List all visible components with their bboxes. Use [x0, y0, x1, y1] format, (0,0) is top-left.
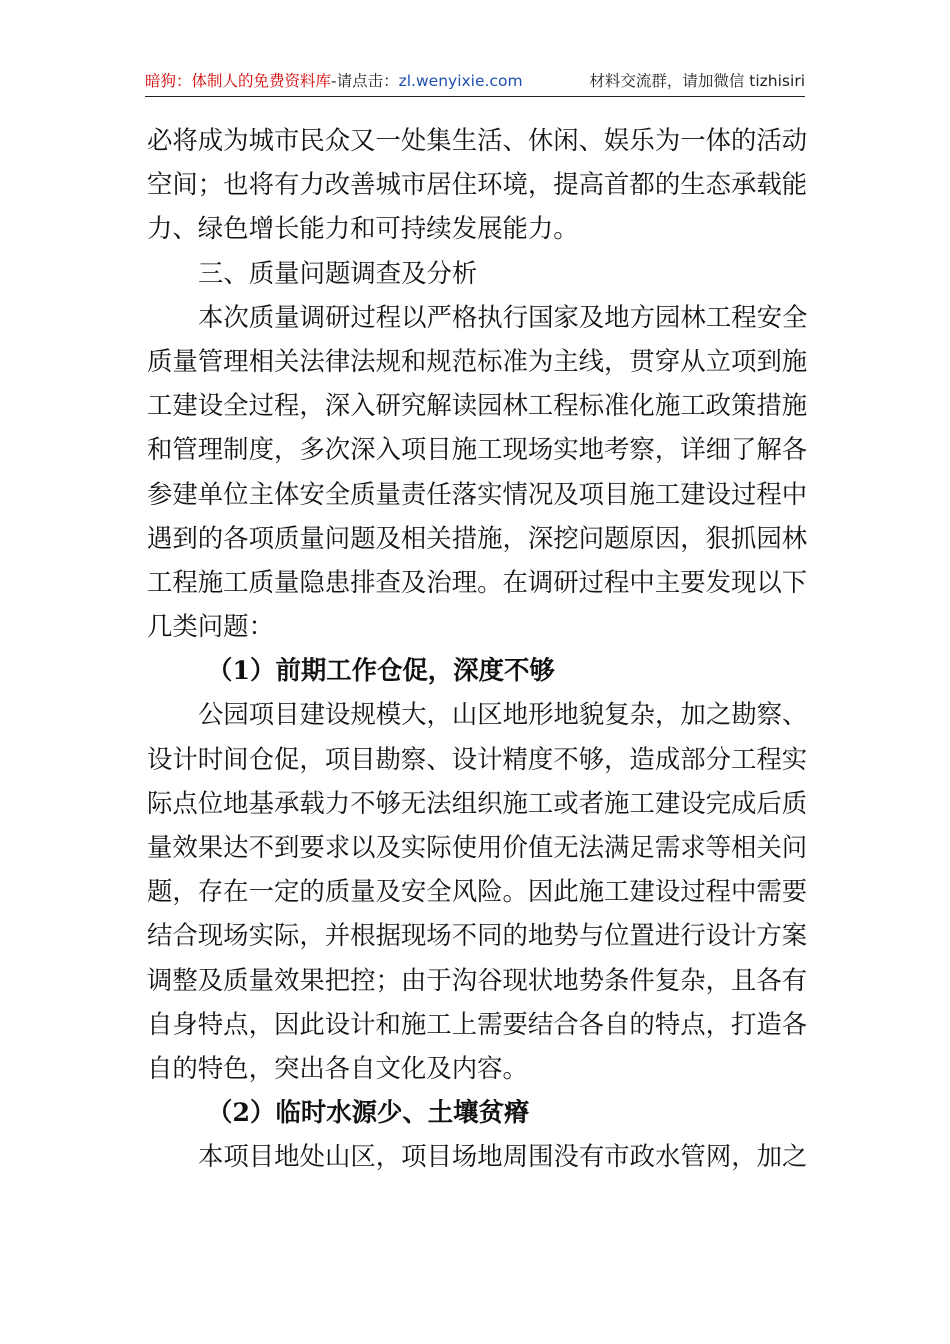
paragraph-line: 本项目地处山区，项目场地周围没有市政水管网，加之	[198, 1141, 807, 1172]
paragraph-line: 工建设全过程，深入研究解读园林工程标准化施工政策措施	[147, 390, 807, 421]
paragraph-line: 际点位地基承载力不够无法组织施工或者施工建设完成后质	[147, 787, 807, 818]
sub-heading-2: （2）临时水源少、土壤贫瘠	[207, 1097, 530, 1128]
paragraph-line: 质量管理相关法律法规和规范标准为主线，贯穿从立项到施	[147, 345, 807, 376]
paragraph-line: 题，存在一定的质量及安全风险。因此施工建设过程中需要	[147, 876, 807, 907]
paragraph-line: 调整及质量效果把控；由于沟谷现状地势条件复杂，且各有	[147, 964, 807, 995]
paragraph-line: 自身特点，因此设计和施工上需要结合各自的特点，打造各	[147, 1008, 807, 1039]
header-brand: 暗狗：体制人的免费资料库	[145, 72, 332, 90]
document-body	[147, 118, 807, 1179]
paragraph-line: 参建单位主体安全质量责任落实情况及项目施工建设过程中	[147, 478, 807, 509]
paragraph-line: 公园项目建设规模大，山区地形地貌复杂，加之勘察、	[198, 699, 807, 730]
header-link[interactable]: zl.wenyixie.com	[398, 72, 523, 90]
paragraph-line: 遇到的各项质量问题及相关措施，深挖问题原因，狠抓园林	[147, 522, 807, 553]
paragraph-line: 必将成为城市民众又一处集生活、休闲、娱乐为一体的活动	[147, 125, 807, 155]
sub-heading-1: （1）前期工作仓促，深度不够	[207, 655, 555, 686]
paragraph-line: 工程施工质量隐患排查及治理。在调研过程中主要发现以下	[147, 566, 807, 597]
header-left	[145, 68, 523, 96]
paragraph-line: 量效果达不到要求以及实际使用价值无法满足需求等相关问	[147, 832, 807, 862]
paragraph-line: 本次质量调研过程以严格执行国家及地方园林工程安全	[198, 301, 807, 332]
paragraph-line: 和管理制度，多次深入项目施工现场实地考察，详细了解各	[147, 434, 807, 465]
paragraph-line: 力、绿色增长能力和可持续发展能力。	[147, 213, 579, 244]
header-click-prompt: -请点击：	[331, 72, 399, 90]
paragraph-line: 几类问题：	[147, 611, 274, 642]
section-heading: 三、质量问题调查及分析	[198, 257, 478, 288]
page-header	[145, 68, 805, 97]
paragraph-line: 设计时间仓促，项目勘察、设计精度不够，造成部分工程实	[147, 743, 807, 774]
paragraph-line: 空间；也将有力改善城市居住环境，提高首都的生态承载能	[147, 169, 807, 200]
header-group-note: 材料交流群，请加微信 tizhisiri	[589, 72, 805, 90]
paragraph-line: 结合现场实际，并根据现场不同的地势与位置进行设计方案	[147, 920, 807, 951]
paragraph-line: 自的特色，突出各自文化及内容。	[147, 1052, 528, 1083]
